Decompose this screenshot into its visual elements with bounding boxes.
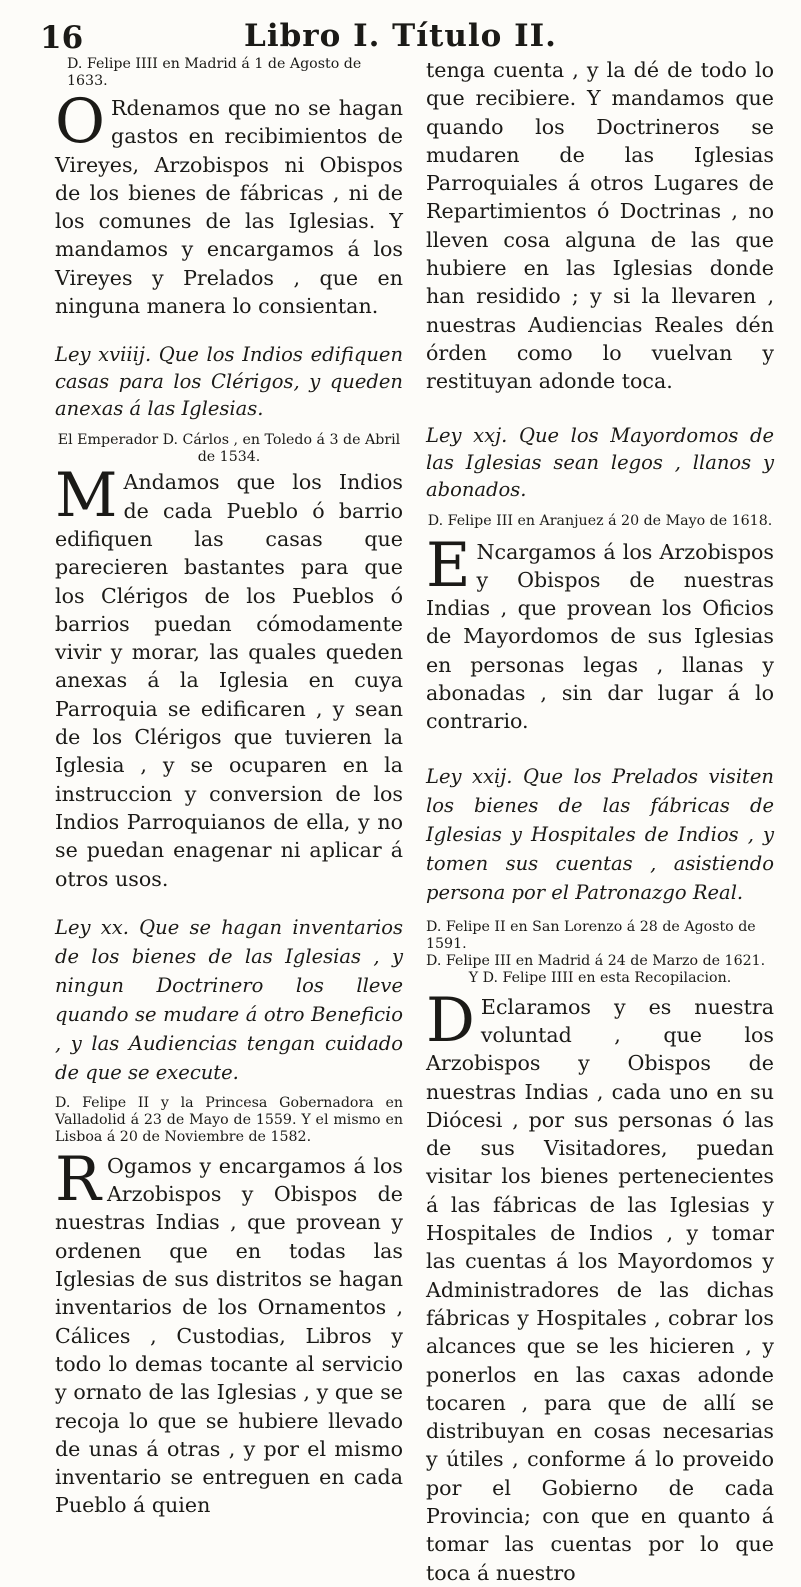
source-citation: D. Felipe II en San Lorenzo á 28 de Agosto de 1591.: [426, 918, 756, 952]
law-paragraph: [55, 86, 403, 320]
paragraph-text: Rdenamos que no se hagan gastos en recibimientos de Vireyes, Arzobispos ni Obispos de los bienes de fábricas , ni de los comunes de las Iglesias. Y mandamos y encargamos á los Vireyes y Prelados , que en ninguna manera lo consientan.: [55, 96, 403, 319]
source-citation: Y D. Felipe IIII en esta Recopilacion.: [468, 969, 732, 986]
source-citation: D. Felipe IIII en Madrid á 1 de Agosto de 1633.: [67, 56, 362, 89]
law-paragraph: [55, 460, 403, 892]
paragraph-text: Eclaramos y es nuestra voluntad , que los Arzobispos y Obispos de nuestras Indias , cada uno en su Diócesi , por sus personas ó las de sus Visitadores, puedan visitar los bienes pertenecientes á las fábricas de las Iglesias y Hospitales de Indios , y tomar las cuentas á los Mayordomos y Administradores de las dichas fábricas y Hospitales , cobrar los alcances que se les hicieren , y ponerlos en las caxas adonde tocaren , para que de allí se distribuyan en cosas necesarias y útiles , conforme á lo proveido por el Gobierno de cada Provincia; con que en quanto á tomar las cuentas por lo que toca á nuestro: [426, 994, 774, 1585]
left-column: [55, 56, 403, 1520]
law-paragraph: [426, 529, 774, 736]
right-column: [426, 56, 774, 1587]
paragraph-text: Ncargamos á los Arzobispos y Obispos de nuestras Indias , que provean los Oficios de Mayordomos de sus Iglesias en personas legas , llanas y abonadas , sin dar lugar á lo contrario.: [426, 539, 774, 734]
law-heading: Ley xxij. Que los Prelados visiten los bienes de las fábricas de Iglesias y Hospitales de Indios , y tomen sus cuentas , asistiendo persona por el Patronazgo Real.: [426, 764, 774, 904]
drop-cap: M: [55, 460, 118, 532]
source-citation: D. Felipe III en Madrid á 24 de Marzo de 1621.: [426, 952, 766, 969]
law-heading: Ley xxj. Que los Mayordomos de las Iglesias sean legos , llanos y abonados.: [426, 423, 774, 501]
source-citation: D. Felipe III en Aranjuez á 20 de Mayo de 1618.: [427, 512, 773, 529]
page-number: 16: [40, 20, 84, 56]
source-citation: El Emperador D. Cárlos , en Toledo á 3 de Abril de 1534.: [57, 432, 401, 466]
page-header: [0, 4, 801, 54]
law-paragraph: [426, 984, 774, 1587]
law-heading: Ley xviiij. Que los Indios edifiquen casas para los Clérigos, y queden anexas á las Iglesias.: [55, 343, 403, 421]
drop-cap: O: [55, 86, 106, 157]
law-heading: Ley xx. Que se hagan inventarios de los bienes de las Iglesias , y ningun Doctrinero los lleve quando se mudare á otro Beneficio , y las Audiencias tengan cuidado de que se execute.: [55, 915, 403, 1084]
drop-cap: R: [55, 1143, 101, 1215]
running-title: Libro I. Título II.: [244, 18, 557, 54]
paragraph-text: Ogamos y encargamos á los Arzobispos y Obispos de nuestras Indias , que provean y ordenen que en todas las Iglesias de sus distritos se hagan inventarios de los Ornamentos , Cálices , Custodias, Libros y todo lo demas tocante al servicio y ornato de las Iglesias , y que se recoja lo que se hubiere llevado de unas á otras , y por el mismo inventario se entreguen en cada Pueblo á quien: [55, 1153, 403, 1518]
law-paragraph: [55, 1143, 403, 1520]
paragraph-text: Andamos que los Indios de cada Pueblo ó barrio edifiquen las casas que parecieren bastantes para que los Clérigos de los Pueblos ó barrios puedan cómodamente vivir y morar, las quales queden anexas á la Iglesia en cuya Parroquia se edificaren , y sean de los Clérigos que tuvieren la Iglesia , y se ocuparen en la instruccion y conversion de los Indios Parroquianos de ella, y no se puedan enagenar ni aplicar á otros usos.: [55, 470, 403, 891]
source-citation: D. Felipe II y la Princesa Gobernadora en Valladolid á 23 de Mayo de 1559. Y el mismo en Lisboa á 20 de Noviembre de 1582.: [55, 1094, 403, 1145]
law-paragraph: tenga cuenta , y la dé de todo lo que recibiere. Y mandamos que quando los Doctrineros se mudaren de las Iglesias Parroquiales á otros Lugares de Repartimientos ó Doctrinas , no lleven cosa alguna de las que hubiere en las Iglesias donde han residido ; y si la llevaren , nuestras Audiencias Reales dén órden como lo vuelvan y restituyan adonde toca.: [426, 58, 774, 394]
drop-cap: D: [426, 984, 475, 1056]
drop-cap: E: [426, 529, 471, 601]
